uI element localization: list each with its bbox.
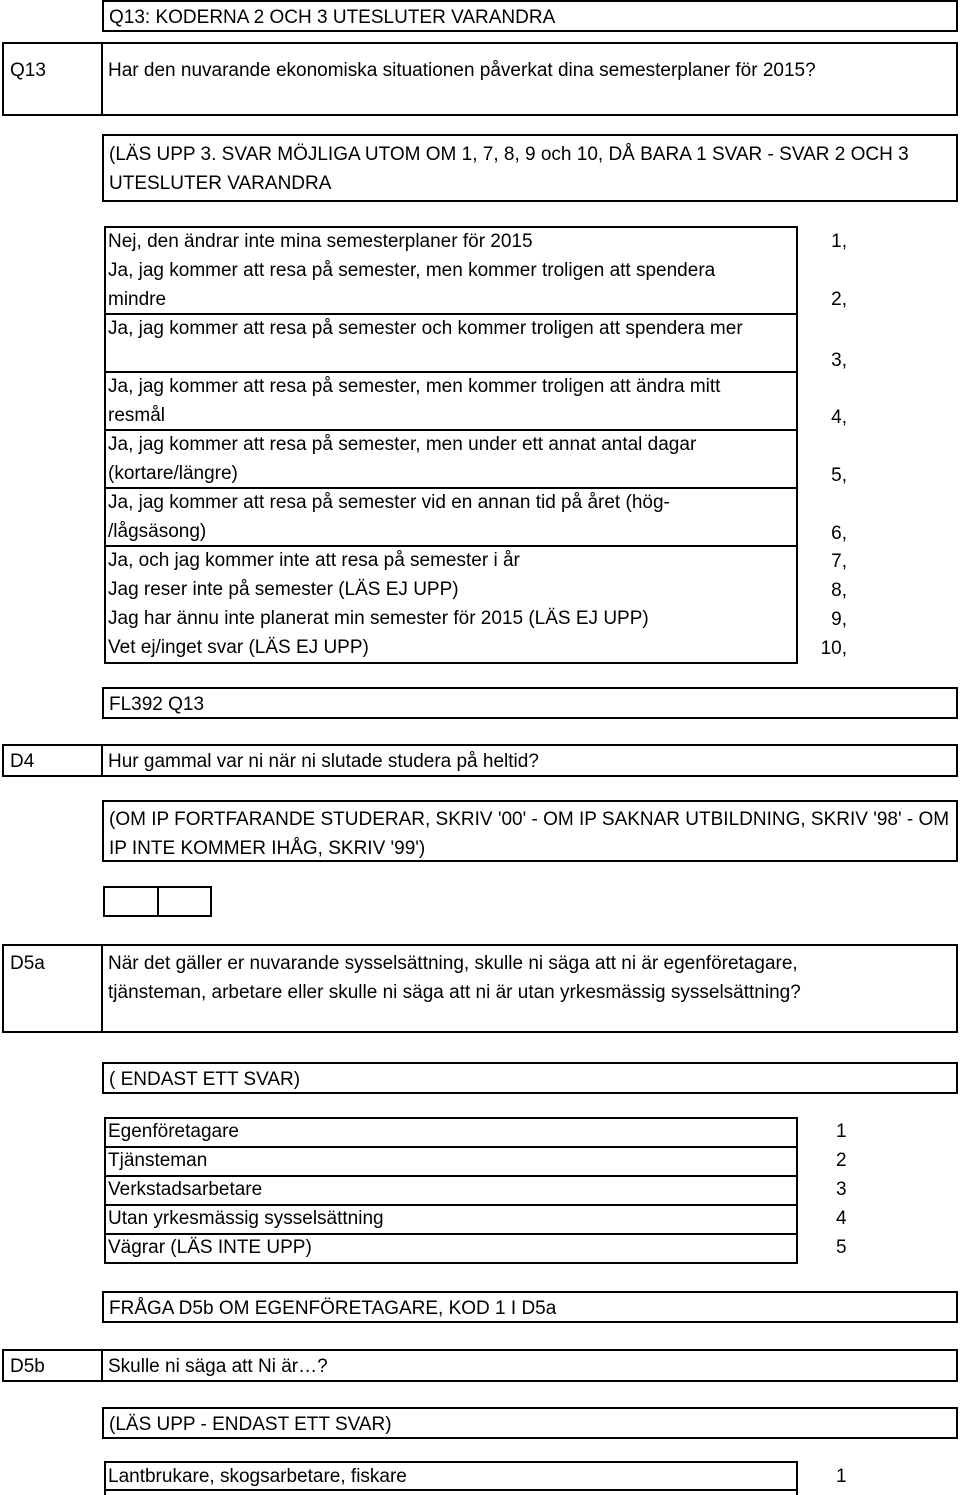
d4-instruction-line2: IP INTE KOMMER IHÅG, SKRIV '99') bbox=[109, 838, 426, 859]
q13-option-label-cont: (kortare/längre) bbox=[108, 463, 238, 484]
q13-option-label: Ja, jag kommer att resa på semester, men kommer troligen att ändra mitt bbox=[108, 376, 721, 397]
d5b-instruction: (LÄS UPP - ENDAST ETT SVAR) bbox=[109, 1414, 392, 1435]
q13-option-code: 7, bbox=[831, 551, 847, 572]
d5a-option-label: Vägrar (LÄS INTE UPP) bbox=[108, 1237, 312, 1258]
q13-id-box bbox=[2, 42, 103, 116]
d5b-option-label: Lantbrukare, skogsarbetare, fiskare bbox=[108, 1466, 407, 1487]
q13-option-label-cont: resmål bbox=[108, 405, 166, 426]
d5a-instruction-box bbox=[102, 1062, 958, 1094]
q13-question-box bbox=[101, 42, 958, 116]
d5a-option-code: 1 bbox=[836, 1121, 847, 1142]
d4-question-box bbox=[101, 744, 958, 777]
d5a-option-code: 4 bbox=[836, 1208, 847, 1229]
d5a-option-code: 2 bbox=[836, 1150, 847, 1171]
d5a-option-divider bbox=[104, 1262, 798, 1264]
d5b-question-box bbox=[101, 1349, 958, 1382]
q13-option-code: 5, bbox=[831, 465, 847, 486]
q13-option-label: Ja, jag kommer att resa på semester vid en annan tid på året (hög- bbox=[108, 492, 670, 513]
q13-option-code: 1, bbox=[831, 231, 847, 252]
q13-option-label-cont: mindre bbox=[108, 289, 167, 310]
q13-option-label: Jag reser inte på semester (LÄS EJ UPP) bbox=[108, 579, 459, 600]
d5a-filter-note: FRÅGA D5b OM EGENFÖRETAGARE, KOD 1 I D5a bbox=[109, 1298, 557, 1319]
d4-id: D4 bbox=[10, 751, 35, 772]
d5a-id-box bbox=[2, 944, 103, 1033]
d5a-question-line2: tjänsteman, arbetare eller skulle ni säga att ni är utan yrkesmässig sysselsättning? bbox=[108, 982, 801, 1003]
q13-footer-note-box bbox=[102, 687, 958, 719]
d4-age-digit-2-input[interactable] bbox=[157, 886, 212, 917]
d4-instruction-line1: (OM IP FORTFARANDE STUDERAR, SKRIV '00' - OM IP SAKNAR UTBILDNING, SKRIV '98' - OM bbox=[109, 809, 950, 830]
q13-option-code: 3, bbox=[831, 350, 847, 371]
q13-header-note: Q13: KODERNA 2 OCH 3 UTESLUTER VARANDRA bbox=[109, 7, 556, 28]
d5a-option-label: Utan yrkesmässig sysselsättning bbox=[108, 1208, 384, 1229]
q13-instruction-line1: (LÄS UPP 3. SVAR MÖJLIGA UTOM OM 1, 7, 8, 9 och 10, DÅ BARA 1 SVAR - SVAR 2 OCH 3 bbox=[109, 144, 909, 165]
q13-option-code: 9, bbox=[831, 609, 847, 630]
d5b-id-box bbox=[2, 1349, 103, 1382]
d5a-option-label: Verkstadsarbetare bbox=[108, 1179, 263, 1200]
d5a-option-label: Tjänsteman bbox=[108, 1150, 208, 1171]
q13-option-label: Ja, jag kommer att resa på semester, men under ett annat antal dagar bbox=[108, 434, 697, 455]
q13-instruction-line2: UTESLUTER VARANDRA bbox=[109, 173, 332, 194]
q13-option-label-cont: /lågsäsong) bbox=[108, 521, 207, 542]
d4-age-digit-1-input[interactable] bbox=[103, 886, 159, 917]
d5a-option-code: 5 bbox=[836, 1237, 847, 1258]
q13-header-note-box bbox=[102, 0, 958, 32]
q13-option-code: 10, bbox=[820, 638, 847, 659]
q13-option-code: 4, bbox=[831, 407, 847, 428]
q13-question: Har den nuvarande ekonomiska situationen påverkat dina semesterplaner för 2015? bbox=[108, 60, 816, 81]
d5a-option-code: 3 bbox=[836, 1179, 847, 1200]
q13-option-label: Vet ej/inget svar (LÄS EJ UPP) bbox=[108, 637, 369, 658]
q13-option-divider bbox=[104, 662, 798, 664]
d4-id-box bbox=[2, 744, 103, 777]
d5a-filter-note-box bbox=[102, 1291, 958, 1323]
q13-option-label: Ja, jag kommer att resa på semester och kommer troligen att spendera mer bbox=[108, 318, 743, 339]
d5a-option-label: Egenföretagare bbox=[108, 1121, 239, 1142]
d5b-option-code: 1 bbox=[836, 1466, 847, 1487]
q13-id: Q13 bbox=[10, 60, 46, 81]
q13-footer-note: FL392 Q13 bbox=[109, 694, 205, 715]
q13-option-label: Ja, jag kommer att resa på semester, men kommer troligen att spendera bbox=[108, 260, 716, 281]
d5b-instruction-box bbox=[102, 1407, 958, 1439]
d4-question: Hur gammal var ni när ni slutade studera på heltid? bbox=[108, 751, 539, 772]
d5a-question-box bbox=[101, 944, 958, 1033]
q13-option-code: 2, bbox=[831, 289, 847, 310]
q13-option-label: Nej, den ändrar inte mina semesterplaner för 2015 bbox=[108, 231, 533, 252]
d5a-instruction: ( ENDAST ETT SVAR) bbox=[109, 1069, 301, 1090]
d5a-option-divider bbox=[104, 1146, 798, 1148]
d5b-id: D5b bbox=[10, 1356, 45, 1377]
q13-option-label: Jag har ännu inte planerat min semester för 2015 (LÄS EJ UPP) bbox=[108, 608, 649, 629]
d5a-question-line1: När det gäller er nuvarande sysselsättning, skulle ni säga att ni är egenföretagare, bbox=[108, 953, 798, 974]
d5b-question: Skulle ni säga att Ni är…? bbox=[108, 1356, 328, 1377]
q13-instruction-box bbox=[102, 134, 958, 202]
q13-option-code: 8, bbox=[831, 580, 847, 601]
q13-option-label: Ja, och jag kommer inte att resa på semester i år bbox=[108, 550, 520, 571]
d4-instruction-box bbox=[102, 800, 958, 862]
q13-option-code: 6, bbox=[831, 523, 847, 544]
d5a-id: D5a bbox=[10, 953, 45, 974]
